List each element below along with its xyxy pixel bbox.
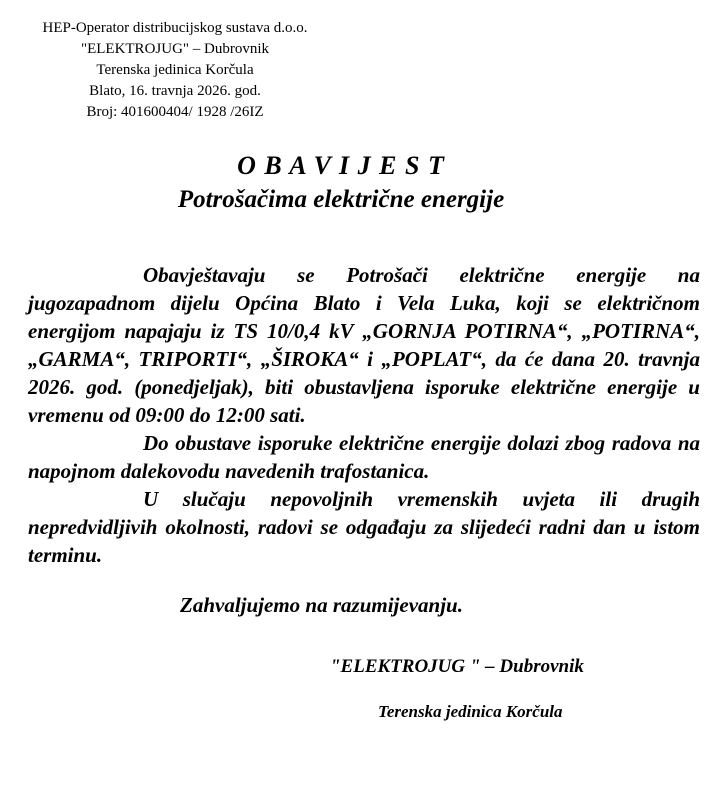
letterhead-reference-number: Broj: 401600404/ 1928 /26IZ bbox=[86, 104, 264, 120]
letterhead bbox=[25, 18, 325, 123]
letterhead-place-date: Blato, 16. travnja 2026. god. bbox=[89, 83, 261, 99]
letterhead-company: HEP-Operator distribucijskog sustava d.o.o. bbox=[42, 20, 308, 36]
notice-title-block bbox=[0, 149, 682, 217]
body-paragraph-outage-details: Obavještavaju se Potrošači električne energije na jugozapadnom dijelu Općina Blato i Vela Luka, koji se električnom energijom napajaju iz TS 10/0,4 kV „GORNJA POTIRNA“, „POTIRNA“, „GARMA“, TRIPORTI“, „ŠIROKA“ i „POPLAT“, da će dana 20. travnja 2026. god. (ponedjeljak), biti obustavljena isporuke električne energije u vremenu od 09:00 do 12:00 sati. bbox=[28, 263, 700, 427]
notice-body bbox=[28, 261, 700, 569]
closing-thanks: Zahvaljujemo na razumijevanju. bbox=[180, 593, 463, 617]
notice-title: O B A V I J E S T bbox=[237, 151, 445, 180]
letterhead-field-unit: Terenska jedinica Korčula bbox=[96, 62, 254, 78]
notice-subtitle: Potrošačima električne energije bbox=[177, 186, 505, 213]
signature-unit: Terenska jedinica Korčula bbox=[378, 702, 563, 721]
body-paragraph-reason: Do obustave isporuke električne energije dolazi zbog radova na napojnom dalekovodu navedenih trafostanica. bbox=[28, 431, 700, 483]
signature-company: "ELEKTROJUG " – Dubrovnik bbox=[330, 656, 584, 677]
body-paragraph-weather-clause: U slučaju nepovoljnih vremenskih uvjeta ili drugih nepredvidljivih okolnosti, radovi se odgađaju za slijedeći radni dan u istom terminu. bbox=[28, 487, 700, 567]
letterhead-branch: "ELEKTROJUG" – Dubrovnik bbox=[80, 41, 270, 57]
